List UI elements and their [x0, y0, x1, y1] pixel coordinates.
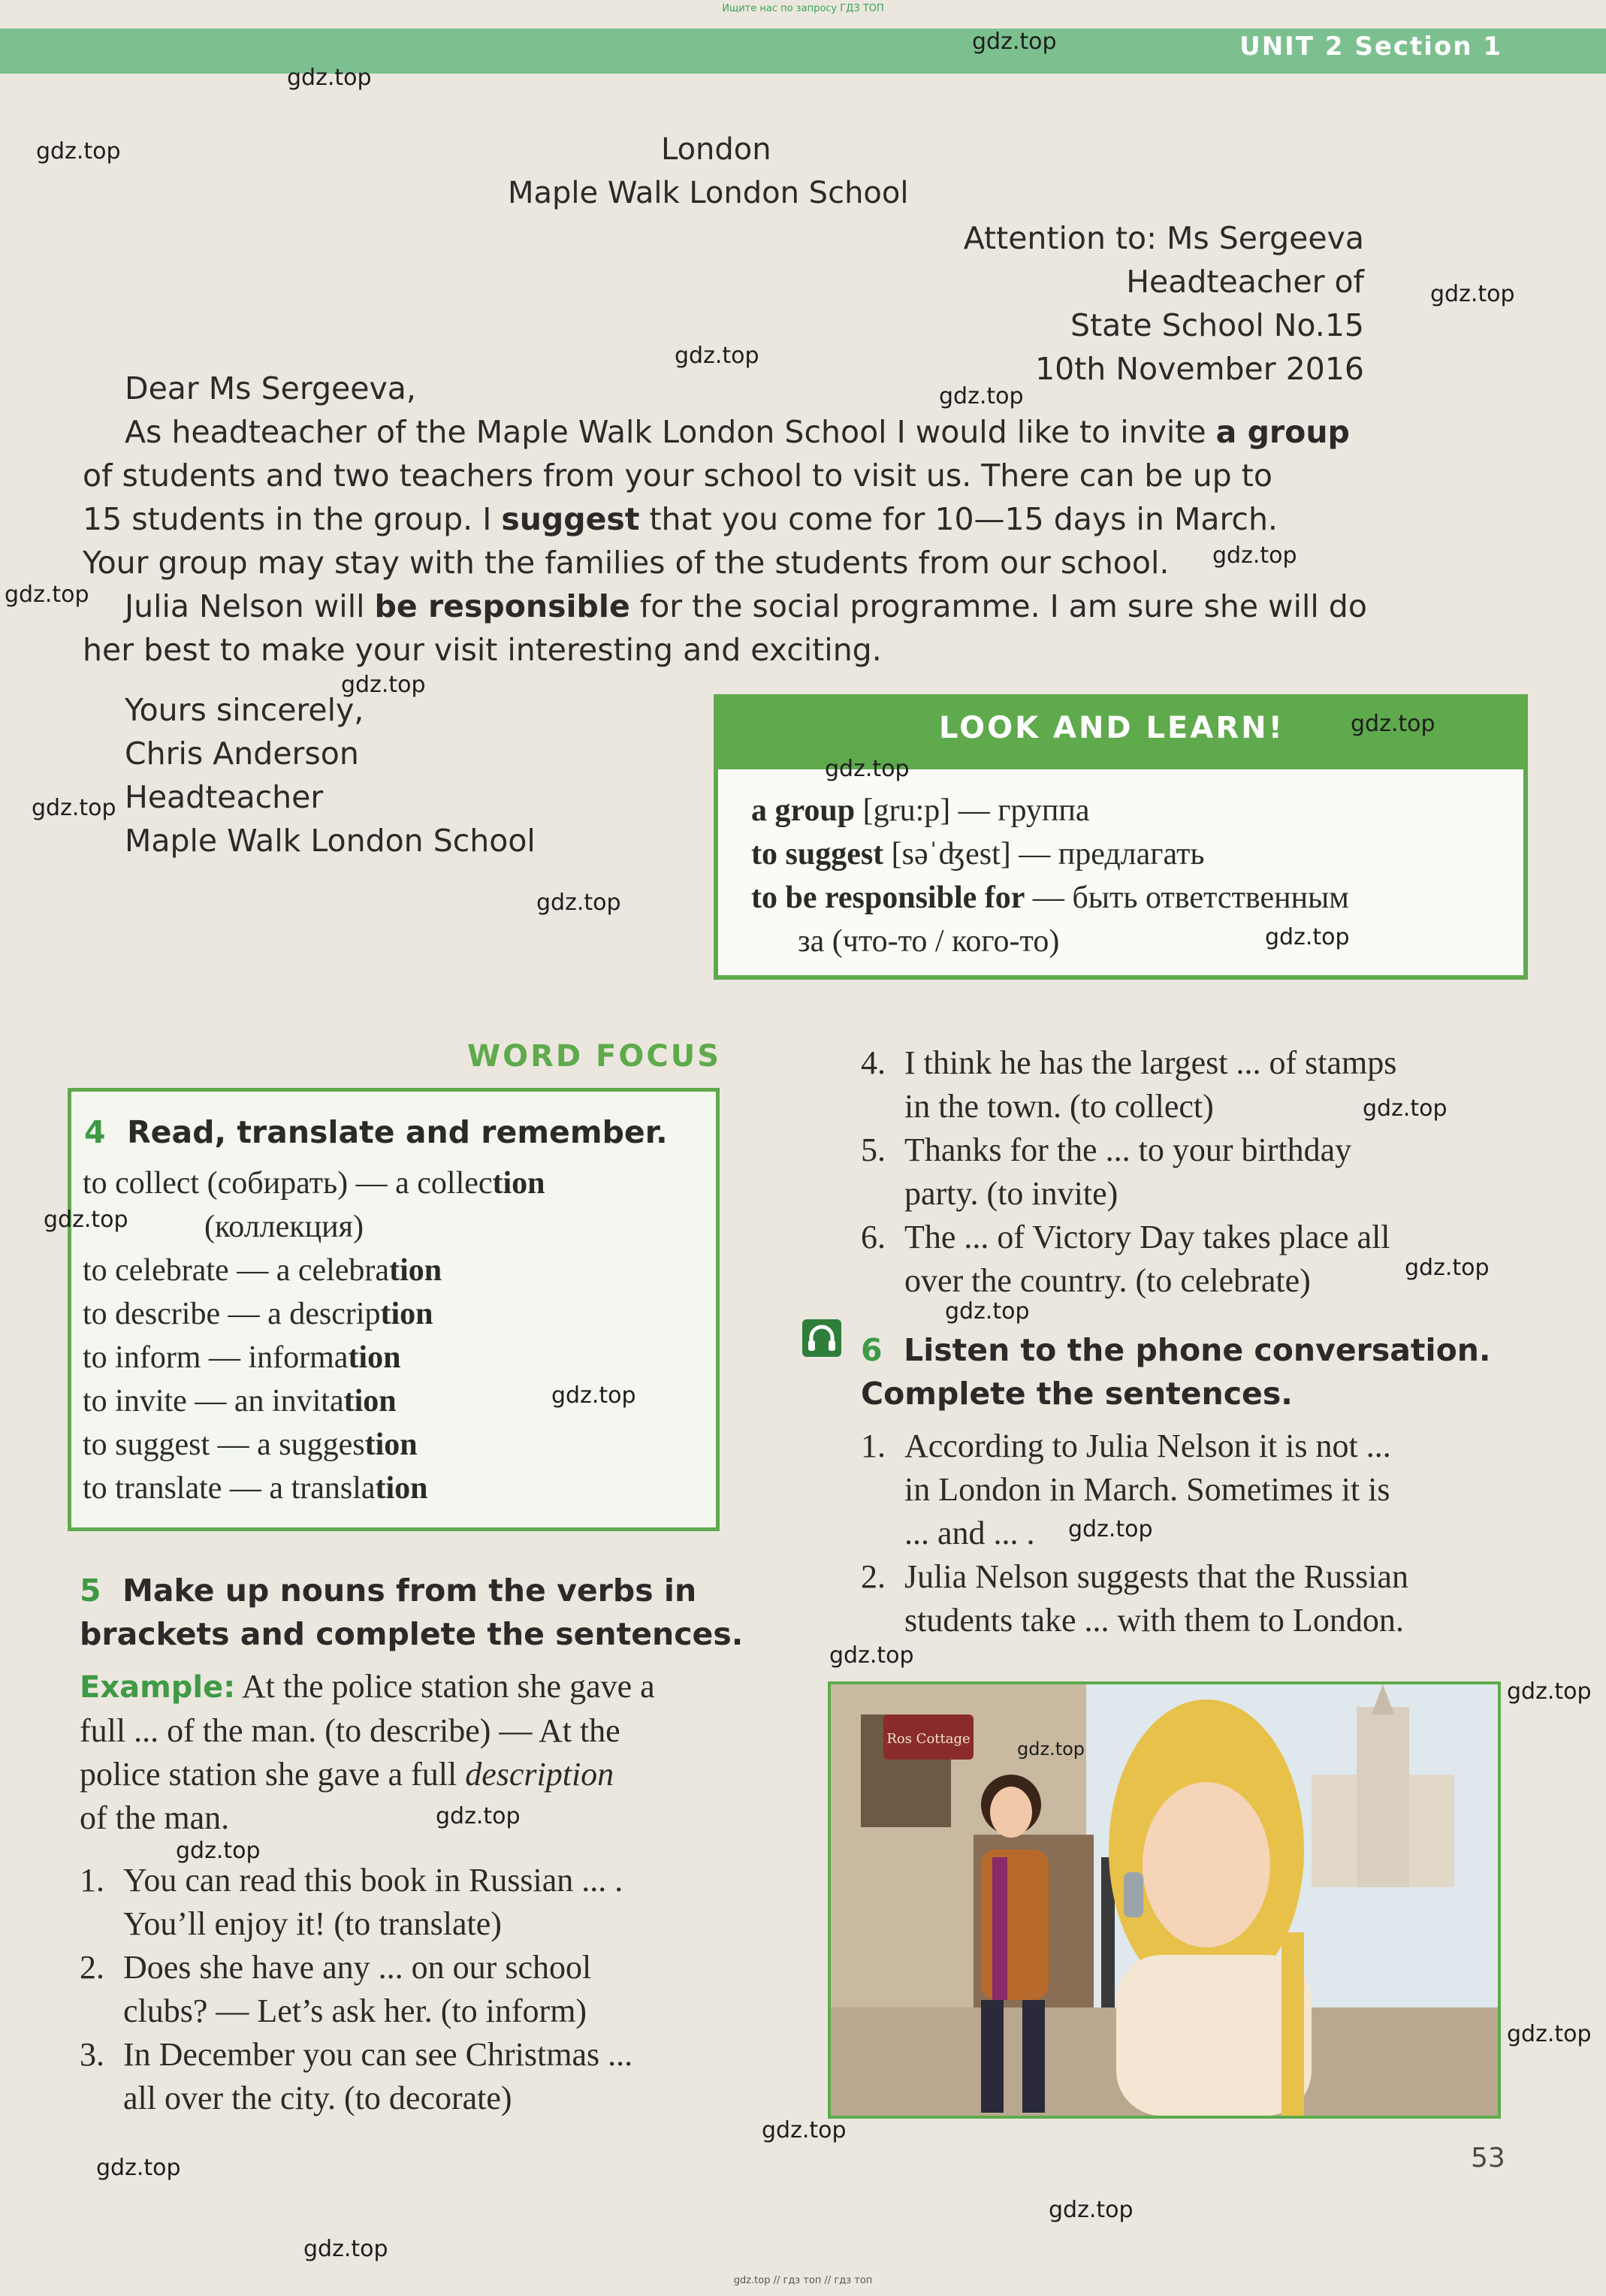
watermark: gdz.top — [303, 2236, 388, 2262]
vocab-term: to suggest — [751, 837, 884, 872]
word-pair-text: to describe — a descrip — [83, 1297, 381, 1331]
letter-closing: Yours sincerely, — [125, 692, 364, 728]
watermark: gdz.top — [5, 582, 89, 608]
word-suffix: tion — [380, 1297, 433, 1331]
item-number: 5. — [861, 1131, 886, 1168]
watermark: gdz.top — [287, 65, 372, 91]
list-item-cont: You’ll enjoy it! (to translate) — [123, 1905, 502, 1942]
example-line — [80, 1753, 655, 1796]
illustration-art — [831, 1684, 1498, 2116]
list-item — [861, 1216, 1396, 1259]
watermark: gdz.top — [96, 2155, 181, 2181]
task-5-list-right — [861, 1041, 1396, 1303]
task-title: Read, translate and remember. — [127, 1114, 668, 1150]
letter-line: of students and two teachers from your school to visit us. There can be up to — [83, 458, 1272, 494]
word-focus-title: WORD FOCUS — [467, 1039, 722, 1074]
list-item-cont: in the town. (to collect) — [904, 1088, 1214, 1125]
headphones-icon-svg — [802, 1319, 841, 1357]
item-number: 6. — [861, 1219, 886, 1255]
vocab-definition: [səˈʤest] — предлагать — [883, 837, 1205, 872]
letter-text: As headteacher of the Maple Walk London School I would like to invite — [125, 414, 1216, 450]
word-pair — [83, 1336, 545, 1379]
list-item — [861, 1555, 1408, 1599]
letter-city: London — [661, 132, 771, 167]
watermark: gdz.top — [32, 795, 116, 821]
list-item — [861, 1424, 1408, 1468]
watermark: gdz.top — [945, 1298, 1030, 1325]
word-suffix: tion — [348, 1340, 401, 1375]
word-pair-text: (коллекция) — [204, 1210, 364, 1244]
task-5-example — [80, 1665, 655, 1840]
item-text: Thanks for the ... to your birthday — [904, 1131, 1352, 1168]
word-suffix: tion — [343, 1384, 397, 1418]
list-item-cont: ... and ... . — [904, 1515, 1035, 1551]
word-suffix: tion — [492, 1166, 545, 1201]
list-item-cont: all over the city. (to decorate) — [123, 2080, 512, 2116]
letter-bold: suggest — [501, 501, 640, 537]
watermark: gdz.top — [1507, 1678, 1592, 1705]
watermark: gdz.top — [341, 672, 426, 698]
example-text: At the police station she gave a — [235, 1668, 655, 1705]
watermark: gdz.top — [829, 1642, 914, 1669]
list-item — [861, 1041, 1396, 1085]
example-line: full ... of the man. (to describe) — At the — [80, 1712, 620, 1749]
word-pair-text: to invite — an invita — [83, 1384, 344, 1418]
watermark: gdz.top — [176, 1838, 261, 1864]
watermark: gdz.top — [1430, 281, 1515, 307]
watermark: gdz.top — [825, 756, 910, 782]
list-item — [80, 2033, 632, 2077]
watermark: gdz.top — [1351, 711, 1435, 737]
watermark: gdz.top — [762, 2117, 847, 2143]
word-pair — [83, 1467, 545, 1510]
unit-section-label: UNIT 2 Section 1 — [1239, 32, 1502, 62]
item-number: 3. — [80, 2036, 104, 2073]
item-text: According to Julia Nelson it is not ... — [904, 1427, 1391, 1464]
word-focus-list — [83, 1162, 545, 1510]
letter-text: 15 students in the group. I — [83, 501, 502, 537]
item-text: The ... of Victory Day takes place all — [904, 1219, 1390, 1255]
task-5-heading — [80, 1569, 696, 1612]
letter-greeting: Dear Ms Sergeeva, — [125, 370, 416, 406]
example-line — [80, 1665, 655, 1709]
letter-date: 10th November 2016 — [1035, 351, 1364, 387]
item-number: 4. — [861, 1044, 886, 1081]
watermark: gdz.top — [1017, 1739, 1085, 1760]
word-pair-text: to suggest — a sugges — [83, 1427, 365, 1462]
task-4-heading — [84, 1110, 668, 1154]
letter-sender-school: Maple Walk London School — [508, 176, 909, 210]
letter-bold: a group — [1215, 414, 1350, 450]
word-suffix: tion — [364, 1427, 418, 1462]
letter-text: for the social programme. I am sure she will do — [629, 588, 1367, 624]
task-title: Complete the sentences. — [861, 1376, 1293, 1412]
vocab-entry — [751, 832, 1205, 876]
headphones-icon[interactable] — [802, 1319, 841, 1357]
list-item — [861, 1128, 1396, 1172]
list-item-cont: clubs? — Let’s ask her. (to inform) — [123, 1992, 587, 2029]
task-number: 5 — [80, 1572, 101, 1609]
example-text: police station she gave a full — [80, 1756, 466, 1793]
vocab-term: a group — [751, 793, 856, 828]
example-answer: description — [465, 1756, 614, 1793]
look-and-learn-title: LOOK AND LEARN! — [939, 711, 1284, 745]
vocab-definition: — быть ответственным — [1025, 881, 1349, 915]
watermark: gdz.top — [1049, 2197, 1134, 2223]
letter-signature-name: Chris Anderson — [125, 736, 359, 772]
letter-signature-role: Headteacher — [125, 779, 324, 815]
item-text: In December you can see Christmas ... — [123, 2036, 633, 2073]
task-title: Make up nouns from the verbs in — [122, 1572, 697, 1609]
list-item — [80, 1859, 632, 1902]
cafe-sign: Ros Cottage — [886, 1731, 971, 1747]
task-title: Listen to the phone conversation. — [904, 1332, 1491, 1368]
watermark: gdz.top — [972, 29, 1057, 55]
vocab-definition: [gru:p] — группа — [855, 793, 1090, 828]
letter-bold: be responsible — [374, 588, 630, 624]
word-suffix: tion — [375, 1471, 428, 1506]
word-pair-text: to inform — informa — [83, 1340, 349, 1375]
vocab-definition: за (что-то / кого-то) — [798, 924, 1060, 959]
letter-text: Julia Nelson will — [125, 588, 375, 624]
watermark: gdz.top — [1507, 2021, 1592, 2047]
list-item-cont: over the country. (to celebrate) — [904, 1262, 1311, 1299]
watermark: gdz.top — [939, 383, 1024, 409]
task-6-heading — [861, 1328, 1491, 1372]
letter-attention: Attention to: Ms Sergeeva — [963, 220, 1364, 256]
watermark: gdz.top — [36, 138, 121, 165]
vocab-entry — [751, 789, 1090, 832]
item-text: You can read this book in Russian ... . — [123, 1862, 623, 1899]
word-pair-text: to celebrate — a celebra — [83, 1253, 390, 1288]
letter-line — [125, 585, 1367, 628]
word-pair — [83, 1423, 545, 1467]
top-note: Ищите нас по запросу ГДЗ ТОП — [722, 3, 884, 14]
word-pair — [83, 1379, 545, 1423]
list-item-cont: party. (to invite) — [904, 1175, 1118, 1212]
bottom-note: gdz.top // гдз топ // гдз топ — [733, 2275, 873, 2286]
task-title: brackets and complete the sentences. — [80, 1616, 744, 1652]
watermark: gdz.top — [1212, 542, 1297, 569]
word-pair — [83, 1292, 545, 1336]
list-item-cont: students take ... with them to London. — [904, 1602, 1404, 1639]
watermark: gdz.top — [536, 890, 621, 916]
phone-call-illustration — [828, 1681, 1501, 2119]
item-number: 2. — [861, 1558, 886, 1595]
item-text: Julia Nelson suggests that the Russian — [904, 1558, 1408, 1595]
word-pair-text: to translate — a transla — [83, 1471, 376, 1506]
item-text: Does she have any ... on our school — [123, 1949, 592, 1986]
item-number: 1. — [80, 1862, 104, 1899]
letter-school: State School No.15 — [1070, 307, 1364, 343]
watermark: gdz.top — [436, 1803, 521, 1829]
item-text: I think he has the largest ... of stamps — [904, 1044, 1397, 1081]
letter-role: Headteacher of — [1126, 264, 1364, 300]
item-number: 1. — [861, 1427, 886, 1464]
letter-text: that you come for 10—15 days in March. — [639, 501, 1278, 537]
task-5-list-left — [80, 1859, 632, 2120]
word-pair — [83, 1162, 545, 1205]
list-item-cont: in London in March. Sometimes it is — [904, 1471, 1390, 1508]
watermark: gdz.top — [675, 343, 759, 369]
word-pair — [83, 1249, 545, 1292]
item-number: 2. — [80, 1949, 104, 1986]
watermark: gdz.top — [1265, 924, 1350, 950]
task-number: 4 — [84, 1114, 106, 1150]
letter-line: Your group may stay with the families of the students from our school. — [83, 545, 1170, 581]
letter-line: her best to make your visit interesting and exciting. — [83, 632, 882, 668]
word-suffix: tion — [389, 1253, 442, 1288]
vocab-term: to be responsible for — [751, 881, 1025, 915]
watermark: gdz.top — [1068, 1516, 1153, 1542]
letter-line — [125, 410, 1350, 454]
page-number: 53 — [1471, 2143, 1505, 2174]
list-item — [80, 1946, 632, 1989]
watermark: gdz.top — [44, 1207, 128, 1233]
letter-signature-school: Maple Walk London School — [125, 823, 536, 859]
watermark: gdz.top — [551, 1382, 636, 1409]
task-number: 6 — [861, 1332, 883, 1368]
vocab-entry — [751, 876, 1349, 920]
watermark: gdz.top — [1363, 1095, 1448, 1122]
word-pair-text: to collect (собирать) — a collec — [83, 1166, 493, 1201]
word-pair — [83, 1205, 545, 1249]
example-label: Example: — [80, 1670, 236, 1705]
watermark: gdz.top — [1405, 1255, 1490, 1281]
letter-line — [83, 497, 1278, 541]
example-line: of the man. — [80, 1799, 230, 1836]
